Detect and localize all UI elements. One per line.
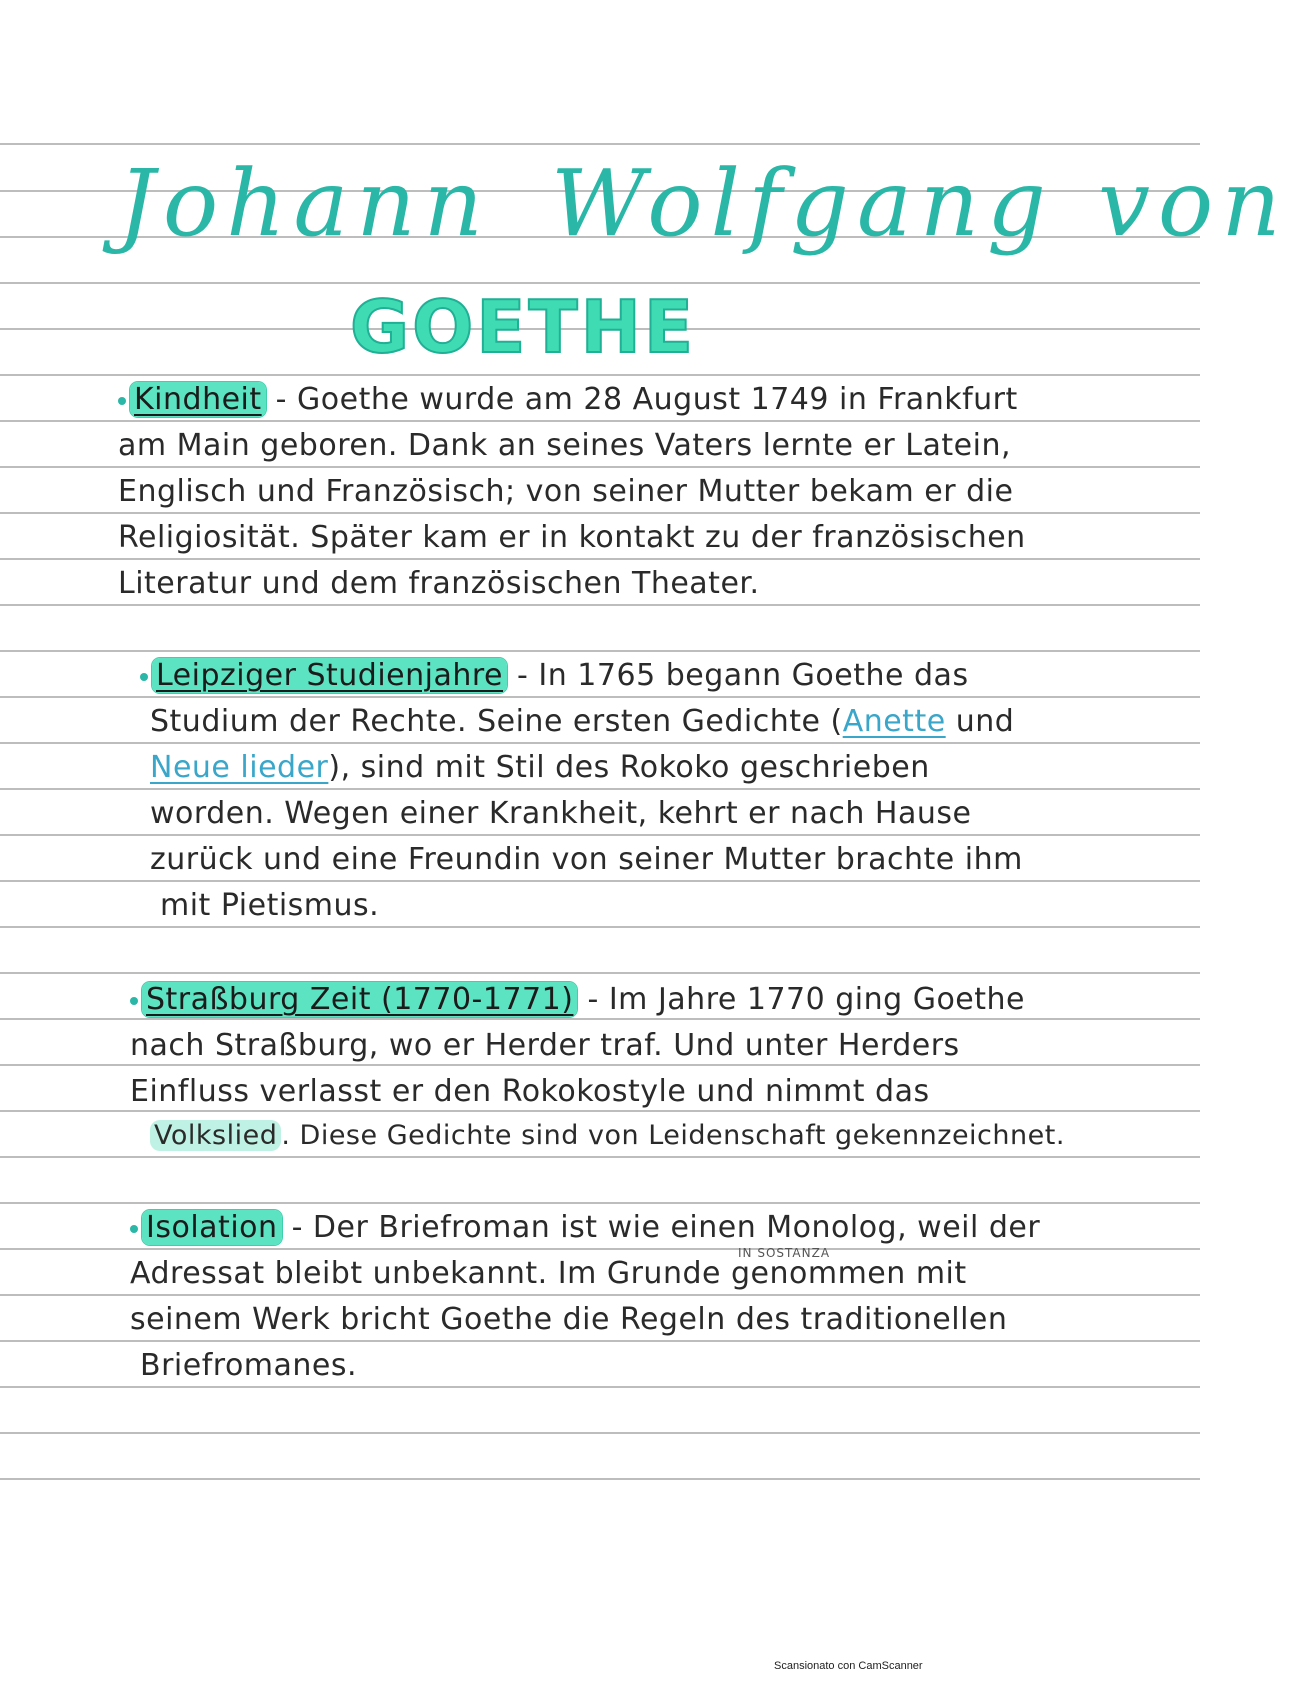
leipzig-heading: Leipziger Studienjahre: [152, 658, 507, 693]
isolation-line-2: Adressat bleibt unbekannt. Im Grunde genommen mit: [130, 1256, 967, 1291]
leipzig-text-1: - In 1765 begann Goethe das: [507, 658, 969, 693]
ruled-line: [0, 1340, 1200, 1342]
title-name: [118, 150, 1289, 257]
ruled-line: [0, 374, 1200, 376]
bullet-icon: [130, 1225, 138, 1233]
kindheit-line-4: Religiosität. Später kam er in kontakt zu der französischen: [118, 520, 1026, 555]
ruled-line: [0, 1064, 1200, 1066]
kindheit-line-1: [118, 382, 1018, 417]
bullet-icon: [140, 673, 148, 681]
title-word-johann: Johann: [118, 150, 491, 257]
ruled-line: [0, 1386, 1200, 1388]
ruled-line: [0, 696, 1200, 698]
ruled-line: [0, 880, 1200, 882]
ruled-line: [0, 1294, 1200, 1296]
bullet-icon: [118, 397, 126, 405]
volkslied-term: Volkslied: [150, 1120, 281, 1151]
strassburg-line-3: Einfluss verlasst er den Rokokostyle und nimmt das: [130, 1074, 930, 1109]
leipzig-line-1: [140, 658, 969, 693]
anette-title: Anette: [842, 704, 946, 739]
kindheit-line-2: am Main geboren. Dank an seines Vaters lernte er Latein,: [118, 428, 1012, 463]
kindheit-heading: Kindheit: [130, 382, 266, 417]
neue-lieder-title: Neue lieder: [150, 750, 329, 785]
ruled-line: [0, 926, 1200, 928]
ruled-line: [0, 1248, 1200, 1250]
strassburg-text-4: . Diese Gedichte sind von Leidenschaft gekennzeichnet.: [281, 1120, 1065, 1151]
leipzig-line-6: mit Pietismus.: [160, 888, 380, 923]
ruled-line: [0, 1432, 1200, 1434]
kindheit-line-5: Literatur und dem französischen Theater.: [118, 566, 760, 601]
ruled-line: [0, 466, 1200, 468]
leipzig-line-5: zurück und eine Freundin von seiner Mutter brachte ihm: [150, 842, 1023, 877]
strassburg-line-2: nach Straßburg, wo er Herder traf. Und unter Herders: [130, 1028, 960, 1063]
ruled-line: [0, 558, 1200, 560]
ruled-line: [0, 512, 1200, 514]
title-word-von: von: [1097, 150, 1289, 257]
title-word-wolfgang: Wolfgang: [550, 150, 1054, 257]
strassburg-line-1: [130, 982, 1025, 1017]
ruled-line: [0, 788, 1200, 790]
ruled-line: [0, 1478, 1200, 1480]
ruled-line: [0, 420, 1200, 422]
ruled-line: [0, 834, 1200, 836]
scanner-watermark: Scansionato con CamScanner: [774, 1660, 923, 1672]
strassburg-heading: Straßburg Zeit (1770-1771): [142, 982, 577, 1017]
leipzig-line-3: [150, 750, 930, 785]
bullet-icon: [130, 997, 138, 1005]
leipzig-text-2b: und: [945, 704, 1015, 739]
leipzig-text-3: ), sind mit Stil des Rokoko geschrieben: [328, 750, 930, 785]
leipzig-line-4: worden. Wegen einer Krankheit, kehrt er nach Hause: [150, 796, 972, 831]
isolation-text-1: - Der Briefroman ist wie einen Monolog, weil der: [281, 1210, 1041, 1245]
kindheit-text-1: - Goethe wurde am 28 August 1749 in Frankfurt: [265, 382, 1018, 417]
ruled-line: [0, 1110, 1200, 1112]
isolation-heading: Isolation: [142, 1210, 282, 1245]
ruled-line: [0, 742, 1200, 744]
margin-note: IN SOSTANZA: [738, 1246, 831, 1260]
ruled-line: [0, 143, 1200, 145]
ruled-line: [0, 972, 1200, 974]
kindheit-line-3: Englisch und Französisch; von seiner Mutter bekam er die: [118, 474, 1014, 509]
leipzig-line-2: [150, 704, 1014, 739]
isolation-line-3: seinem Werk bricht Goethe die Regeln des traditionellen: [130, 1302, 1008, 1337]
isolation-line-1: [130, 1210, 1040, 1245]
leipzig-text-2a: Studium der Rechte. Seine ersten Gedichte (: [150, 704, 843, 739]
ruled-line: [0, 650, 1200, 652]
ruled-line: [0, 1156, 1200, 1158]
ruled-line: [0, 1018, 1200, 1020]
ruled-line: [0, 604, 1200, 606]
strassburg-text-1: - Im Jahre 1770 ging Goethe: [577, 982, 1026, 1017]
isolation-line-4: Briefromanes.: [140, 1348, 358, 1383]
ruled-line: [0, 282, 1200, 284]
ruled-line: [0, 1202, 1200, 1204]
title-surname: GOETHE: [350, 285, 697, 369]
strassburg-line-4: [150, 1120, 1065, 1151]
